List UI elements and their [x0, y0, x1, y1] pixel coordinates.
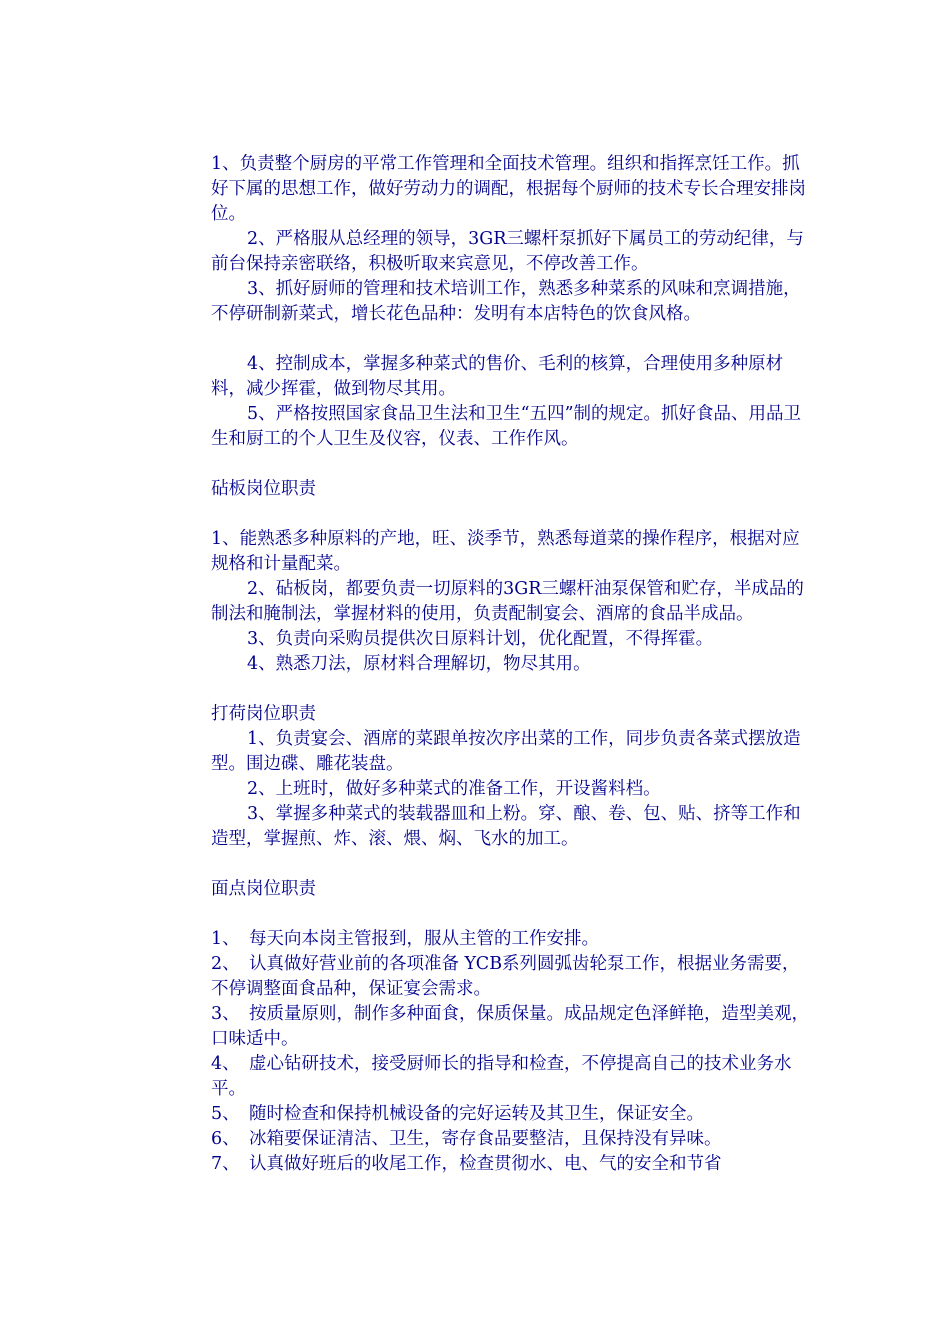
list-item-text: 认真做好营业前的各项准备 YCB系列圆弧齿轮泵工作，根据业务需要，不停调整面食品种，保证宴会需求。 [211, 954, 800, 999]
paragraph-cutting-board-3: 3、负责向采购员提供次日原料计划，优化配置，不得挥霍。 [247, 629, 714, 649]
paragraph-duty-1: 1、负责整个厨房的平常工作管理和全面技术管理。组织和指挥烹饪工作。抓好下属的思想工作，做好劳动力的调配，根据每个厨师的技术专长合理安排岗位。 [211, 154, 806, 224]
list-item [211, 952, 811, 1002]
list-item-number: 1、 [211, 929, 240, 949]
section-heading-pastry: 面点岗位职责 [211, 879, 316, 899]
list-item [211, 1152, 811, 1177]
paragraph-plating-3: 3、掌握多种菜式的装载器皿和上粉。穿、酿、卷、包、贴、挤等工作和造型，掌握煎、炸、滚、煨、焖、飞水的加工。 [211, 804, 801, 849]
list-item [211, 1002, 811, 1052]
list-item [211, 1127, 811, 1152]
list-item-text: 虚心钻研技术，接受厨师长的指导和检查，不停提高自己的技术业务水平。 [211, 1054, 792, 1099]
list-item-number: 3、 [211, 1004, 240, 1024]
list-item-number: 5、 [211, 1104, 240, 1124]
paragraph-plating-1: 1、负责宴会、酒席的菜跟单按次序出菜的工作，同步负责各菜式摆放造型。围边碟、雕花装盘。 [211, 729, 801, 774]
list-item [211, 927, 811, 952]
paragraph-duty-4: 4、控制成本，掌握多种菜式的售价、毛利的核算，合理使用多种原材料，减少挥霍，做到物尽其用。 [211, 354, 784, 399]
list-item [211, 1102, 811, 1127]
list-item-number: 4、 [211, 1054, 240, 1074]
paragraph-cutting-board-4: 4、熟悉刀法，原材料合理解切，物尽其用。 [247, 654, 591, 674]
blank-line [211, 677, 811, 702]
paragraph-duty-3: 3、抓好厨师的管理和技术培训工作，熟悉多种菜系的风味和烹调措施，不停研制新菜式，增长花色品种：发明有本店特色的饮食风格。 [211, 279, 801, 324]
blank-line [211, 327, 811, 352]
list-item-text: 每天向本岗主管报到，服从主管的工作安排。 [249, 929, 599, 949]
paragraph-plating-2: 2、上班时，做好多种菜式的准备工作，开设酱料档。 [247, 779, 661, 799]
blank-line [211, 452, 811, 477]
list-item [211, 1052, 811, 1102]
paragraph-cutting-board-2: 2、砧板岗，都要负责一切原料的3GR三螺杆油泵保管和贮存，半成品的制法和腌制法，掌握材料的使用，负责配制宴会、酒席的食品半成品。 [211, 579, 804, 624]
blank-line [211, 902, 811, 927]
blank-line [211, 852, 811, 877]
list-item-text: 随时检查和保持机械设备的完好运转及其卫生，保证安全。 [249, 1104, 704, 1124]
blank-line [211, 502, 811, 527]
section-heading-cutting-board: 砧板岗位职责 [211, 479, 316, 499]
list-item-number: 6、 [211, 1129, 240, 1149]
list-item-text: 冰箱要保证清洁、卫生，寄存食品要整洁，且保持没有异味。 [249, 1129, 722, 1149]
document-body [211, 152, 811, 1177]
list-item-text: 认真做好班后的收尾工作，检查贯彻水、电、气的安全和节省 [249, 1154, 722, 1174]
paragraph-duty-2: 2、严格服从总经理的领导，3GR三螺杆泵抓好下属员工的劳动纪律，与前台保持亲密联络，积极听取来宾意见，不停改善工作。 [211, 229, 804, 274]
paragraph-duty-5: 5、严格按照国家食品卫生法和卫生“五四”制的规定。抓好食品、用品卫生和厨工的个人卫生及仪容，仪表、工作作风。 [211, 404, 802, 449]
list-item-number: 7、 [211, 1154, 240, 1174]
list-item-number: 2、 [211, 954, 240, 974]
list-item-text: 按质量原则，制作多种面食，保质保量。成品规定色泽鲜艳，造型美观，口味适中。 [211, 1004, 809, 1049]
paragraph-cutting-board-1: 1、能熟悉多种原料的产地，旺、淡季节，熟悉每道菜的操作程序，根据对应规格和计量配菜。 [211, 529, 800, 574]
section-heading-plating: 打荷岗位职责 [211, 704, 316, 724]
